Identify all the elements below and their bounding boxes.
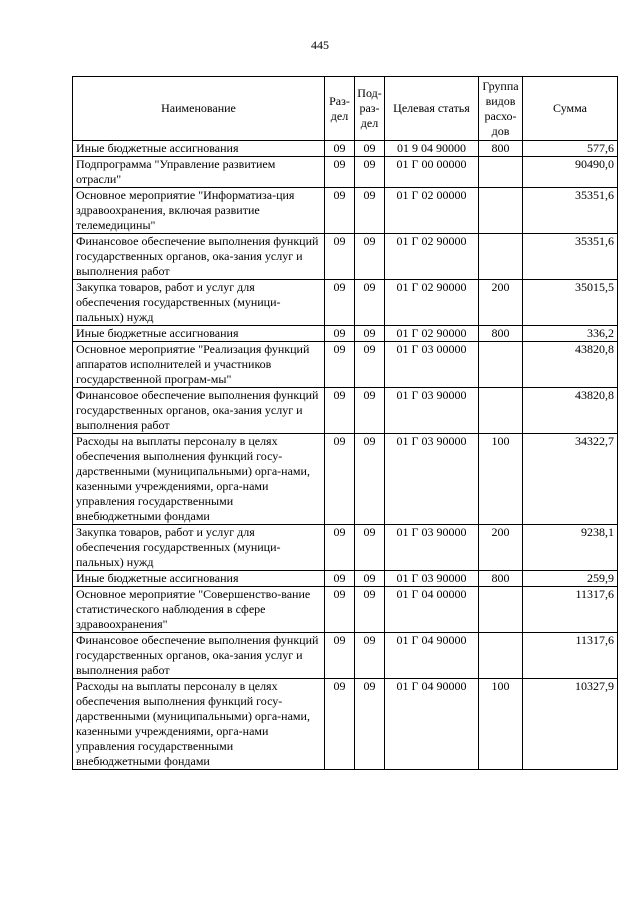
cell-razdel: 09 bbox=[325, 525, 355, 571]
cell-expense-group: 800 bbox=[479, 141, 523, 157]
cell-target-article: 01 Г 04 00000 bbox=[385, 587, 479, 633]
cell-razdel: 09 bbox=[325, 571, 355, 587]
table-row bbox=[73, 679, 618, 770]
cell-sum: 10327,9 bbox=[523, 679, 618, 770]
cell-razdel: 09 bbox=[325, 587, 355, 633]
cell-target-article: 01 Г 04 90000 bbox=[385, 679, 479, 770]
table-row bbox=[73, 587, 618, 633]
cell-podrazdel: 09 bbox=[355, 587, 385, 633]
cell-podrazdel: 09 bbox=[355, 234, 385, 280]
header-razdel: Раз-дел bbox=[325, 77, 355, 141]
table-row bbox=[73, 188, 618, 234]
cell-expense-group: 800 bbox=[479, 326, 523, 342]
cell-target-article: 01 Г 02 90000 bbox=[385, 280, 479, 326]
table-row bbox=[73, 525, 618, 571]
cell-sum: 11317,6 bbox=[523, 587, 618, 633]
budget-table bbox=[72, 76, 618, 770]
header-podrazdel: Под-раз-дел bbox=[355, 77, 385, 141]
table-row bbox=[73, 342, 618, 388]
table-row bbox=[73, 280, 618, 326]
cell-razdel: 09 bbox=[325, 234, 355, 280]
cell-razdel: 09 bbox=[325, 188, 355, 234]
cell-name: Финансовое обеспечение выполнения функций государственных органов, ока-зания услуг и выполнения работ bbox=[73, 633, 325, 679]
cell-sum: 35351,6 bbox=[523, 234, 618, 280]
cell-target-article: 01 Г 03 90000 bbox=[385, 525, 479, 571]
table-row bbox=[73, 571, 618, 587]
header-sum: Сумма bbox=[523, 77, 618, 141]
cell-expense-group: 800 bbox=[479, 571, 523, 587]
cell-podrazdel: 09 bbox=[355, 141, 385, 157]
cell-sum: 259,9 bbox=[523, 571, 618, 587]
cell-expense-group: 200 bbox=[479, 280, 523, 326]
cell-razdel: 09 bbox=[325, 157, 355, 188]
cell-razdel: 09 bbox=[325, 342, 355, 388]
page-number: 445 bbox=[311, 38, 329, 52]
cell-razdel: 09 bbox=[325, 141, 355, 157]
cell-razdel: 09 bbox=[325, 388, 355, 434]
cell-expense-group bbox=[479, 388, 523, 434]
table-row bbox=[73, 141, 618, 157]
cell-expense-group: 100 bbox=[479, 434, 523, 525]
table-row bbox=[73, 326, 618, 342]
cell-sum: 35351,6 bbox=[523, 188, 618, 234]
cell-expense-group: 200 bbox=[479, 525, 523, 571]
table-row bbox=[73, 234, 618, 280]
cell-sum: 34322,7 bbox=[523, 434, 618, 525]
cell-sum: 43820,8 bbox=[523, 342, 618, 388]
cell-name: Подпрограмма "Управление развитием отрасли" bbox=[73, 157, 325, 188]
cell-target-article: 01 Г 03 00000 bbox=[385, 342, 479, 388]
cell-podrazdel: 09 bbox=[355, 679, 385, 770]
cell-podrazdel: 09 bbox=[355, 388, 385, 434]
cell-sum: 11317,6 bbox=[523, 633, 618, 679]
cell-target-article: 01 Г 03 90000 bbox=[385, 434, 479, 525]
cell-name: Финансовое обеспечение выполнения функций государственных органов, ока-зания услуг и выполнения работ bbox=[73, 234, 325, 280]
cell-name: Закупка товаров, работ и услуг для обеспечения государственных (муници-пальных) нужд bbox=[73, 280, 325, 326]
cell-sum: 9238,1 bbox=[523, 525, 618, 571]
table-header-row bbox=[73, 77, 618, 141]
header-name: Наименование bbox=[73, 77, 325, 141]
cell-expense-group bbox=[479, 587, 523, 633]
cell-target-article: 01 Г 03 90000 bbox=[385, 571, 479, 587]
cell-podrazdel: 09 bbox=[355, 434, 385, 525]
cell-name: Основное мероприятие "Реализация функций аппаратов исполнителей и участников государственной програм-мы" bbox=[73, 342, 325, 388]
cell-target-article: 01 Г 00 00000 bbox=[385, 157, 479, 188]
table-row bbox=[73, 434, 618, 525]
cell-podrazdel: 09 bbox=[355, 525, 385, 571]
cell-expense-group bbox=[479, 234, 523, 280]
cell-sum: 43820,8 bbox=[523, 388, 618, 434]
cell-podrazdel: 09 bbox=[355, 157, 385, 188]
cell-razdel: 09 bbox=[325, 280, 355, 326]
cell-name: Основное мероприятие "Информатиза-ция здравоохранения, включая развитие телемедицины" bbox=[73, 188, 325, 234]
table-row bbox=[73, 157, 618, 188]
cell-podrazdel: 09 bbox=[355, 280, 385, 326]
cell-razdel: 09 bbox=[325, 633, 355, 679]
cell-target-article: 01 Г 02 90000 bbox=[385, 326, 479, 342]
cell-sum: 336,2 bbox=[523, 326, 618, 342]
cell-name: Иные бюджетные ассигнования bbox=[73, 141, 325, 157]
cell-expense-group: 100 bbox=[479, 679, 523, 770]
cell-target-article: 01 9 04 90000 bbox=[385, 141, 479, 157]
cell-name: Расходы на выплаты персоналу в целях обеспечения выполнения функций госу-дарственными (муниципальными) орга-нами, казенными учреждениями, орга-нами управления государственными внебюджетными фондами bbox=[73, 679, 325, 770]
cell-target-article: 01 Г 02 90000 bbox=[385, 234, 479, 280]
cell-target-article: 01 Г 03 90000 bbox=[385, 388, 479, 434]
cell-target-article: 01 Г 02 00000 bbox=[385, 188, 479, 234]
cell-name: Закупка товаров, работ и услуг для обеспечения государственных (муници-пальных) нужд bbox=[73, 525, 325, 571]
header-target-article: Целевая статья bbox=[385, 77, 479, 141]
cell-razdel: 09 bbox=[325, 679, 355, 770]
cell-podrazdel: 09 bbox=[355, 188, 385, 234]
cell-name: Иные бюджетные ассигнования bbox=[73, 571, 325, 587]
cell-expense-group bbox=[479, 157, 523, 188]
cell-expense-group bbox=[479, 188, 523, 234]
cell-expense-group bbox=[479, 342, 523, 388]
cell-expense-group bbox=[479, 633, 523, 679]
cell-razdel: 09 bbox=[325, 434, 355, 525]
cell-sum: 35015,5 bbox=[523, 280, 618, 326]
cell-sum: 90490,0 bbox=[523, 157, 618, 188]
cell-podrazdel: 09 bbox=[355, 342, 385, 388]
header-expense-group: Группа видов расхо-дов bbox=[479, 77, 523, 141]
cell-target-article: 01 Г 04 90000 bbox=[385, 633, 479, 679]
cell-name: Иные бюджетные ассигнования bbox=[73, 326, 325, 342]
cell-podrazdel: 09 bbox=[355, 633, 385, 679]
cell-podrazdel: 09 bbox=[355, 571, 385, 587]
cell-name: Расходы на выплаты персоналу в целях обеспечения выполнения функций госу-дарственными (муниципальными) орга-нами, казенными учреждениями, орга-нами управления государственными внебюджетными фондами bbox=[73, 434, 325, 525]
table-row bbox=[73, 633, 618, 679]
cell-sum: 577,6 bbox=[523, 141, 618, 157]
cell-name: Финансовое обеспечение выполнения функций государственных органов, ока-зания услуг и выполнения работ bbox=[73, 388, 325, 434]
cell-podrazdel: 09 bbox=[355, 326, 385, 342]
table-row bbox=[73, 388, 618, 434]
cell-name: Основное мероприятие "Совершенство-вание статистического наблюдения в сфере здравоохранения" bbox=[73, 587, 325, 633]
cell-razdel: 09 bbox=[325, 326, 355, 342]
